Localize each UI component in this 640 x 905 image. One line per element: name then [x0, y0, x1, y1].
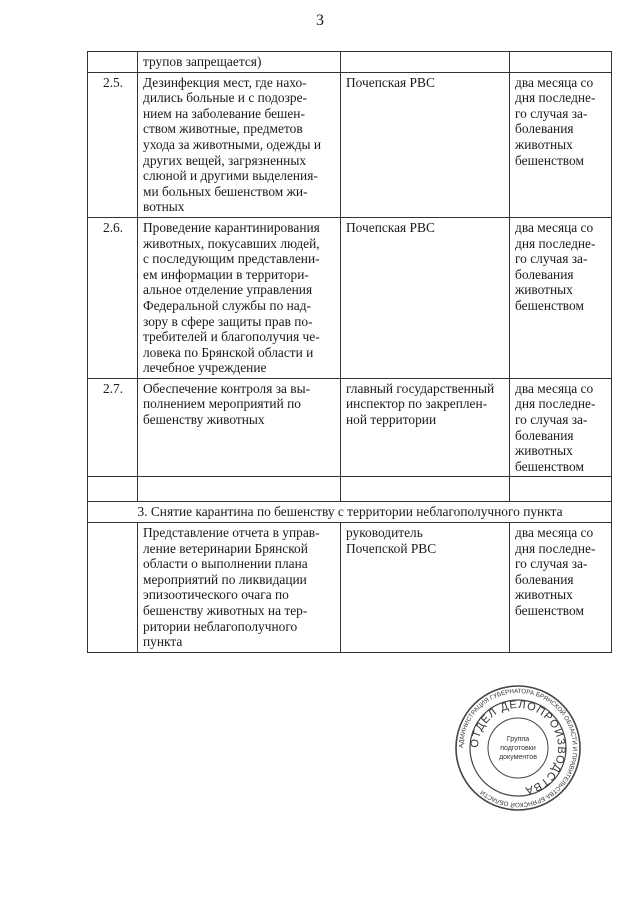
table-row: [88, 378, 612, 477]
stamp-seal-icon: [453, 683, 583, 813]
row-action: Дезинфекция мест, где нахо- дились больные и с подозре- нием на заболевание бешен- ством животные, предметов ухода за животными, одежды и других вещей, загрязненных слюной и другими выделения- ми больных бешенством жи- вотных: [138, 72, 341, 217]
stamp-center-line: подготовки: [500, 745, 536, 752]
row-number: 2.5.: [88, 72, 138, 217]
row-term: два месяца со дня последне- го случая за- болевания животных бешенством: [510, 217, 612, 378]
table-row: [88, 72, 612, 217]
row-action: Обеспечение контроля за вы- полнением мероприятий по бешенству животных: [138, 378, 341, 477]
row-term: [510, 52, 612, 73]
row-responsible: [341, 52, 510, 73]
row-number: [88, 523, 138, 653]
stamp-ring-text: ОТДЕЛ ДЕЛОПРОИЗВОДСТВА: [468, 698, 568, 797]
row-term: два месяца со дня последне- го случая за- болевания животных бешенством: [510, 523, 612, 653]
page-number: 3: [316, 12, 324, 29]
section-header-row: [88, 502, 612, 523]
row-number: [88, 52, 138, 73]
row-action: трупов запрещается): [138, 52, 341, 73]
row-action: Представление отчета в управ- ление ветеринарии Брянской области о выполнении плана мероприятий по ликвидации эпизоотического очага по бешенству животных на тер- ритории неблагополучного пункта: [138, 523, 341, 653]
row-responsible: Почепская РВС: [341, 217, 510, 378]
table-row: [88, 52, 612, 73]
table-row: [88, 523, 612, 653]
stamp-outer-text: АДМИНИСТРАЦИЯ ГУБЕРНАТОРА БРЯНСКОЙ ОБЛАСТИ И ПРАВИТЕЛЬСТВА БРЯНСКОЙ ОБЛАСТИ: [457, 687, 579, 809]
stamp-center-line: документов: [499, 754, 537, 761]
measures-table: [87, 51, 612, 653]
table-row: [88, 477, 612, 502]
row-action: Проведение карантинирования животных, покусавших людей, с последующим представлени- ем информации в территори- альное отделение управления Федеральной службы по над- зору в сфере защиты прав по- требителей и благополучия че- ловека по Брянской области и лечебное учреждение: [138, 217, 341, 378]
row-responsible: Почепская РВС: [341, 72, 510, 217]
row-number: 2.6.: [88, 217, 138, 378]
row-number: 2.7.: [88, 378, 138, 477]
row-term: два месяца со дня последне- го случая за- болевания животных бешенством: [510, 378, 612, 477]
official-stamp: [453, 683, 583, 813]
stamp-center-line: Группа: [506, 736, 530, 743]
row-term: два месяца со дня последне- го случая за- болевания животных бешенством: [510, 72, 612, 217]
row-responsible: главный государственный инспектор по закреплен- ной территории: [341, 378, 510, 477]
row-responsible: руководитель Почепской РВС: [341, 523, 510, 653]
section-header: 3. Снятие карантина по бешенству с территории неблагополучного пункта: [88, 502, 612, 523]
table-row: [88, 217, 612, 378]
